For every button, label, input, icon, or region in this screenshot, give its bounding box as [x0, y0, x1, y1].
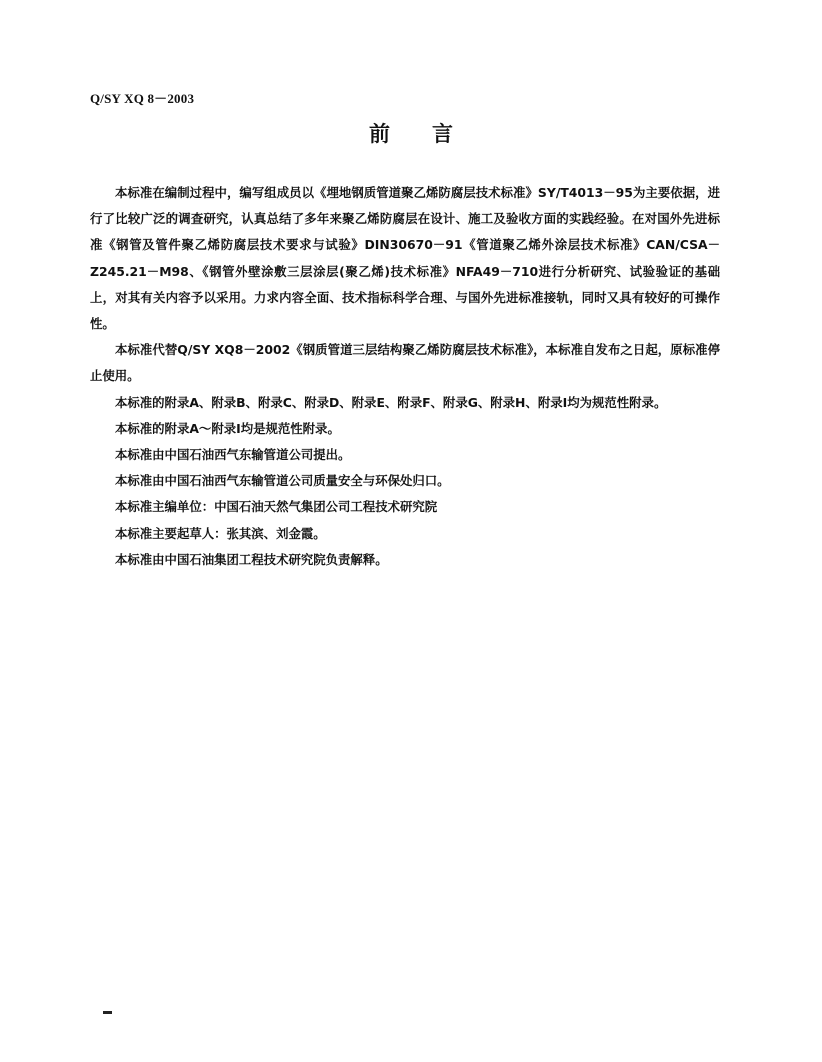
paragraph-interpretation: 本标准由中国石油集团工程技术研究院负责解释。: [115, 551, 388, 567]
paragraph-chief-drafting-unit: 本标准主编单位：中国石油天然气集团公司工程技术研究院: [115, 499, 438, 515]
paragraph-appendices-normative: 本标准的附录A～附录I均是规范性附录。: [115, 420, 340, 436]
paragraph-basis: 本标准在编制过程中，编写组成员以《埋地钢质管道聚乙烯防腐层技术标准》SY/T4013－95为主要依据，进行了比较广泛的调查研究，认真总结了多年来聚乙烯防腐层在设计、施工及验收方面的实践经验。在对国外先进标准《钢管及管件聚乙烯防腐层技术要求与试验》DIN30670－91《管道聚乙烯外涂层技术标准》CAN/CSA－Z245.21－M98、《钢管外壁涂敷三层涂层(聚乙烯)技术标准》NFA49－710进行分析研究、试验验证的基础上，对其有关内容予以采用。力求内容全面、技术指标科学合理、与国外先进标准接轨，同时又具有较好的可操作性。: [90, 185, 720, 332]
foreword-body: [90, 180, 720, 573]
paragraph-proposed-by: 本标准由中国石油西气东输管道公司提出。: [115, 447, 351, 463]
paragraph-centralized-by: 本标准由中国石油西气东输管道公司质量安全与环保处归口。: [115, 473, 450, 489]
paragraph-appendices-list: 本标准的附录A、附录B、附录C、附录D、附录E、附录F、附录G、附录H、附录I均为规范性附录。: [115, 394, 667, 410]
standard-code: Q/SY XQ 8－2003: [90, 91, 195, 106]
page-title: 前言: [369, 122, 495, 146]
page-number-mark: [103, 1011, 112, 1014]
paragraph-drafters: 本标准主要起草人：张其滨、刘金霞。: [115, 525, 326, 541]
paragraph-replacement: 本标准代替Q/SY XQ8－2002《钢质管道三层结构聚乙烯防腐层技术标准》，本标准自发布之日起，原标准停止使用。: [90, 342, 720, 384]
